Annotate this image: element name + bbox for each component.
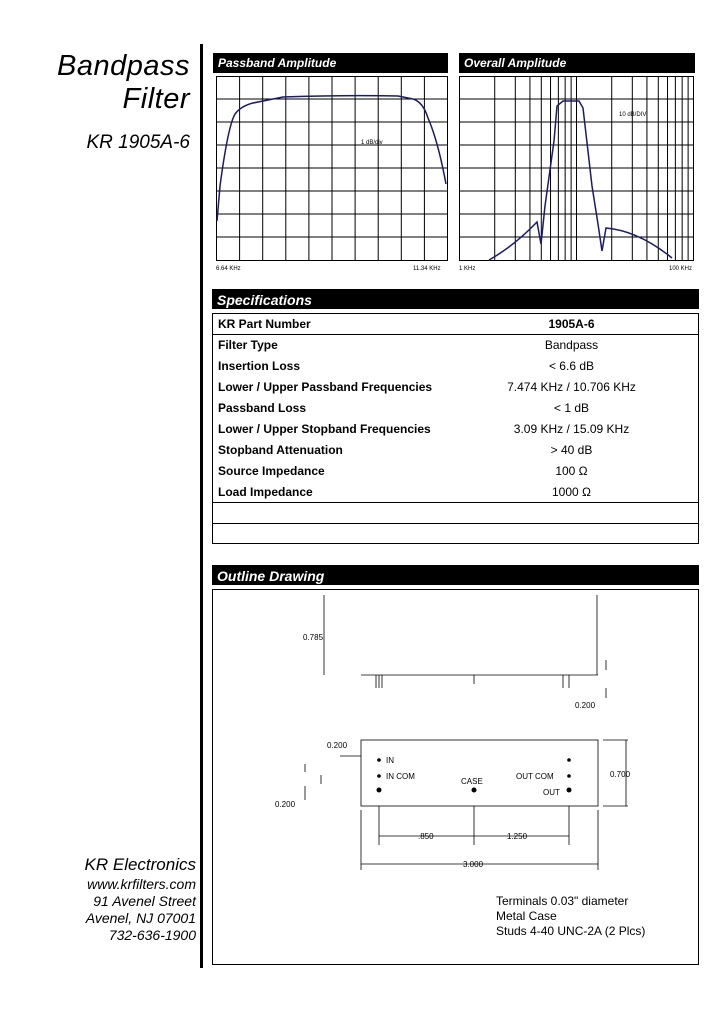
spec-row: [213, 524, 698, 545]
spec-row: [213, 440, 698, 461]
part-number-title: KR 1905A-6: [86, 132, 190, 153]
passband-chart: [213, 76, 449, 276]
company-city: Avenel, NJ 07001: [85, 910, 196, 926]
company-name: KR Electronics: [84, 855, 196, 874]
title-line1: Bandpass: [57, 50, 190, 82]
spec-label: Stopband Attenuation: [218, 443, 343, 457]
dim-length: 3.000: [463, 860, 484, 869]
overall-curve: [489, 101, 672, 260]
overall-chart: [459, 76, 696, 276]
spec-row: [213, 461, 698, 482]
spec-value: Bandpass: [544, 338, 599, 352]
company-phone: 732-636-1900: [108, 927, 196, 943]
dim-pin-spacing: 0.200: [275, 800, 296, 809]
spec-value: < 1 dB: [553, 401, 590, 415]
spec-row: [213, 335, 698, 356]
spec-label: Lower / Upper Passband Frequencies: [218, 380, 433, 394]
spec-row: [213, 377, 698, 398]
spec-value: 3.09 KHz / 15.09 KHz: [513, 422, 630, 436]
divider-line: [200, 44, 203, 968]
spec-label: Lower / Upper Stopband Frequencies: [218, 422, 431, 436]
spec-row: [213, 419, 698, 440]
overall-scale: 10 dB/DIV: [619, 112, 647, 118]
pin-in: IN: [386, 756, 394, 765]
spec-row: [213, 314, 698, 335]
company-street: 91 Avenel Street: [93, 893, 196, 909]
spec-value: 1000 Ω: [552, 485, 591, 499]
spec-label: Filter Type: [218, 338, 278, 352]
spec-label: Source Impedance: [218, 464, 325, 478]
title-line2: Filter: [122, 83, 190, 115]
dim-width: 0.700: [610, 770, 631, 779]
overall-x-end: 100 KHz: [669, 266, 693, 272]
spec-label: Insertion Loss: [218, 359, 301, 373]
pin-out-com: OUT COM: [516, 772, 554, 781]
passband-x-start: 6.64 KHz: [216, 266, 241, 272]
passband-header: Passband Amplitude: [213, 53, 448, 73]
spec-value: 100 Ω: [555, 464, 588, 478]
specifications-table: [212, 313, 699, 544]
note-case: Metal Case: [496, 909, 557, 923]
spec-value: < 6.6 dB: [548, 359, 595, 373]
specifications-header: Specifications: [212, 289, 699, 309]
spec-row: [213, 503, 698, 524]
spec-value: 7.474 KHz / 10.706 KHz: [507, 380, 636, 394]
pin-case: CASE: [461, 777, 483, 786]
note-studs: Studs 4-40 UNC-2A (2 Plcs): [496, 924, 646, 938]
spec-row: [213, 482, 698, 503]
outline-drawing: [212, 589, 699, 965]
outline-header: Outline Drawing: [212, 565, 699, 585]
outline-notes: [496, 894, 645, 939]
dim-pin-offset: 0.200: [327, 741, 348, 750]
passband-x-end: 11.34 KHz: [413, 266, 441, 272]
dim-b: 1.250: [507, 832, 528, 841]
dim-stud: 0.200: [575, 701, 596, 710]
overall-header: Overall Amplitude: [459, 53, 695, 73]
spec-row: [213, 356, 698, 377]
note-terminals: Terminals 0.03" diameter: [496, 894, 629, 908]
spec-row: [213, 398, 698, 419]
spec-label: Passband Loss: [218, 401, 307, 415]
spec-value: 1905A-6: [548, 317, 595, 331]
pin-out: OUT: [543, 788, 560, 797]
dim-a: .850: [418, 832, 434, 841]
company-website[interactable]: www.krfilters.com: [87, 876, 196, 892]
spec-label: KR Part Number: [218, 317, 311, 331]
dim-height: 0.785: [303, 633, 324, 642]
spec-value: > 40 dB: [550, 443, 593, 457]
passband-scale: 1 dB/div: [361, 140, 383, 146]
overall-x-start: 1 KHz: [459, 266, 476, 272]
pin-in-com: IN COM: [386, 772, 415, 781]
spec-label: Load Impedance: [218, 485, 313, 499]
